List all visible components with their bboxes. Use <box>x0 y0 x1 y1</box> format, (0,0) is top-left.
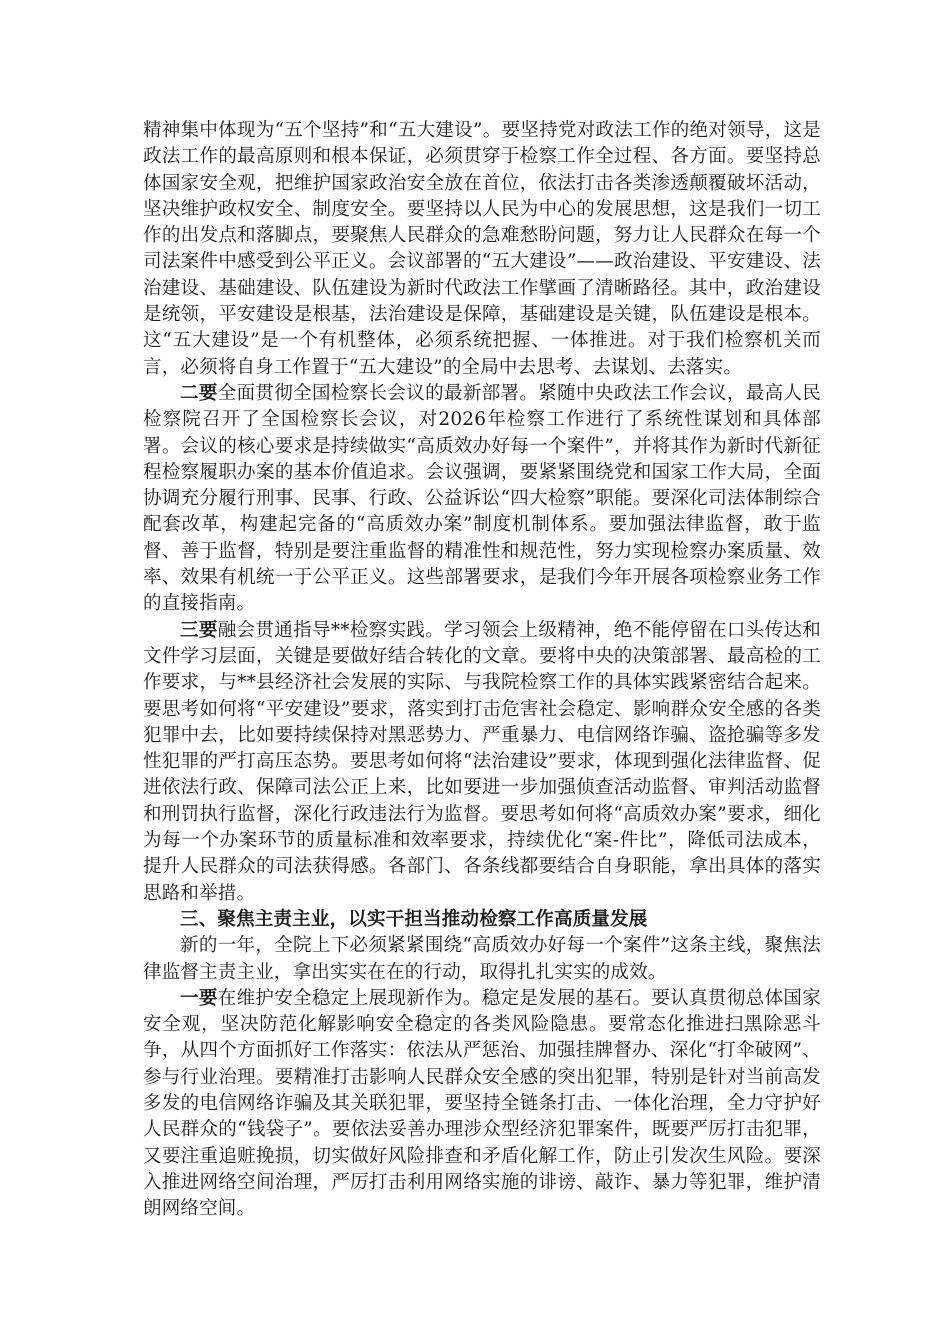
paragraph-text: 在维护安全稳定上展现新作为。稳定是发展的基石。要认真贯彻总体国家安全观，坚决防范化解影响安全稳定的各类风险隐患。要常态化推进扫黑除恶斗争，从四个方面抓好工作落实：依法从严惩治、加强挂牌督办、深化“打伞破网”、参与行业治理。要精准打击影响人民群众安全感的突出犯罪，特别是针对当前高发多发的电信网络诈骗及其关联犯罪，要坚持全链条打击、一体化治理，全力守护好人民群众的“钱袋子”。要依法妥善办理涉众型经济犯罪案件，既要严厉打击犯罪，又要注重追赃挽损，切实做好风险排查和矛盾化解工作，防止引发次生风险。要深入推进网络空间治理，严厉打击利用网络实施的诽谤、敲诈、暴力等犯罪，维护清朗网络空间。 <box>143 987 821 1220</box>
paragraph-text: 融会贯通指导**检察实践。学习领会上级精神，绝不能停留在口头传达和文件学习层面，关键是要做好结合转化的文章。要将中央的决策部署、最高检的工作要求，与**县经济社会发展的实际、与我院检察工作的具体实践紧密结合起来。要思考如何将“平安建设”要求，落实到打击危害社会稳定、影响群众安全感的各类犯罪中去，比如要持续保持对黑恶势力、严重暴力、电信网络诈骗、盗抢骗等多发性犯罪的严打高压态势。要思考如何将“法治建设”要求，体现到强化法律监督、促进依法行政、保障司法公正上来，比如要进一步加强侦查活动监督、审判活动监督和刑罚执行监督，深化行政违法行为监督。要思考如何将“高质效办案”要求，细化为每一个办案环节的质量标准和效率要求，持续优化“案-件比”，降低司法成本，提升人民群众的司法获得感。各部门、各条线都要结合自身职能，拿出具体的落实思路和举措。 <box>143 619 821 904</box>
paragraph-lead: 一要 <box>180 987 218 1009</box>
paragraph-text: 新的一年，全院上下必须紧紧围绕“高质效办好每一个案件”这条主线，聚焦法律监督主责主业，拿出实实在在的行动，取得扎扎实实的成效。 <box>143 935 821 983</box>
section-heading: 三、聚焦主责主业，以实干担当推动检察工作高质量发展 <box>180 908 648 930</box>
paragraph-text: 全面贯彻全国检察长会议的最新部署。紧随中央政法工作会议，最高人民检察院召开了全国检察长会议，对2026年检察工作进行了系统性谋划和具体部署。会议的核心要求是持续做实“高质效办好每一个案件”，并将其作为新时代新征程检察履职办案的基本价值追求。会议强调，要紧紧围绕党和国家工作大局，全面协调充分履行刑事、民事、行政、公益诉讼“四大检察”职能。要深化司法体制综合配套改革，构建起完备的“高质效办案”制度机制体系。要加强法律监督，敢于监督、善于监督，特别是要注重监督的精准性和规范性，努力实现检察办案质量、效率、效果有机统一于公平正义。这些部署要求，是我们今年开展各项检察业务工作的直接指南。 <box>143 382 821 615</box>
paragraph-first-requirement <box>143 986 821 1223</box>
paragraph-third-requirement <box>143 618 821 907</box>
paragraph-lead: 二要 <box>180 382 218 404</box>
paragraph-section-intro <box>143 933 821 986</box>
paragraph-second-requirement <box>143 381 821 618</box>
paragraph-text: 精神集中体现为“五个坚持”和“五大建设”。要坚持党对政法工作的绝对领导，这是政法工作的最高原则和根本保证，必须贯穿于检察工作全过程、各方面。要坚持总体国家安全观，把维护国家政治安全放在首位，依法打击各类渗透颠覆破坏活动，坚决维护政权安全、制度安全。要坚持以人民为中心的发展思想，这是我们一切工作的出发点和落脚点，要聚焦人民群众的急难愁盼问题，努力让人民群众在每一个司法案件中感受到公平正义。会议部署的“五大建设”——政治建设、平安建设、法治建设、基础建设、队伍建设为新时代政法工作擘画了清晰路径。其中，政治建设是统领，平安建设是根基，法治建设是保障，基础建设是关键，队伍建设是根本。这“五大建设”是一个有机整体，必须系统把握、一体推进。对于我们检察机关而言，必须将自身工作置于“五大建设”的全局中去思考、去谋划、去落实。 <box>143 120 821 378</box>
document-body <box>143 118 821 1222</box>
paragraph-continuation <box>143 118 821 381</box>
paragraph-lead: 三要 <box>180 619 218 641</box>
